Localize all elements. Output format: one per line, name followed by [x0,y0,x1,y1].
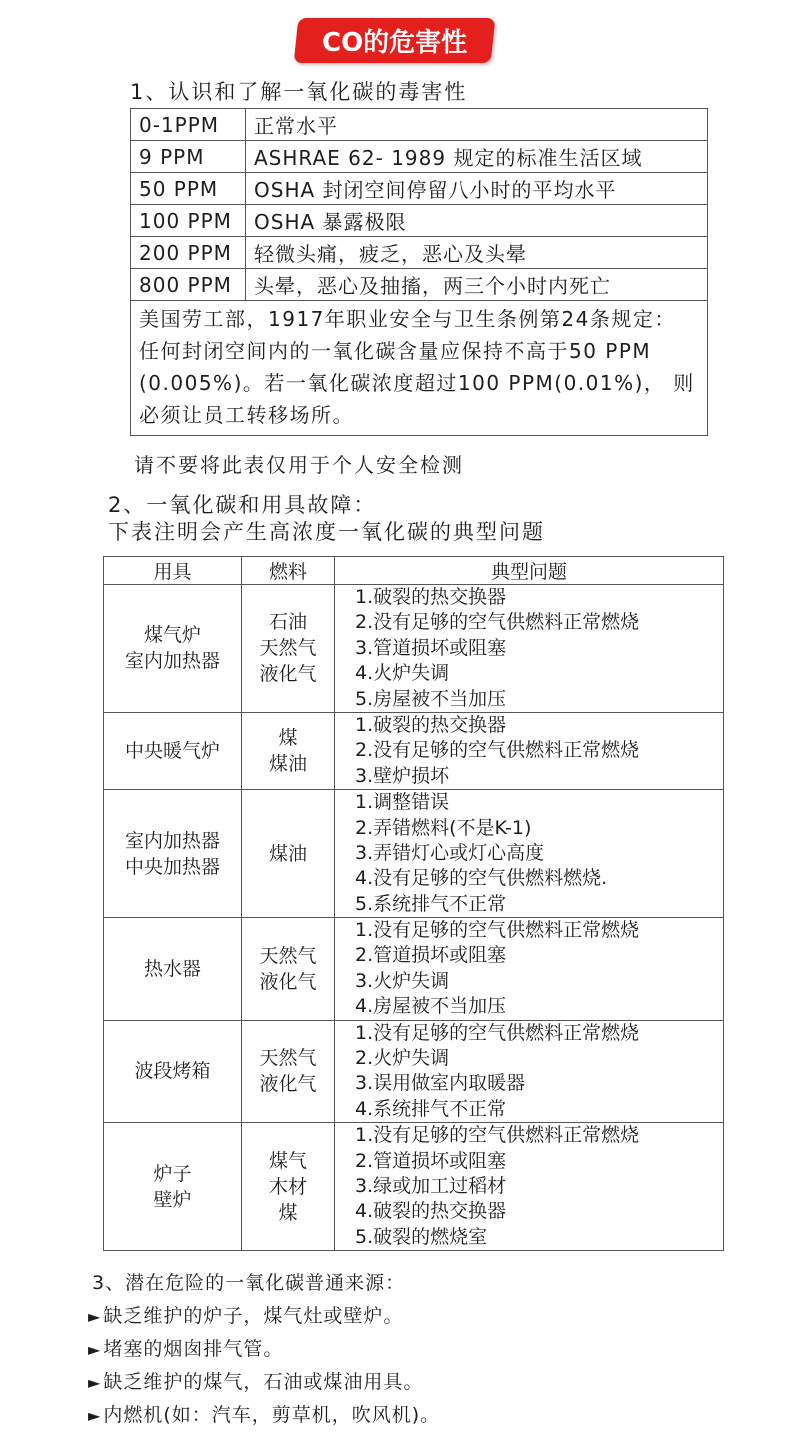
problem-item: 2.管道损坏或阻塞 [355,944,507,967]
problem-item: 3.壁炉损坏 [355,764,450,787]
section2-heading [108,492,545,546]
problem-item: 2.弄错燃料(不是K-1) [355,816,532,839]
table-row [131,141,708,173]
co-level-table-body [131,109,708,436]
co-level: 9 PPM [131,141,246,173]
problem-item: 1.破裂的热交换器 [355,586,507,608]
problems-cell [335,1123,724,1251]
fuel-name: 煤油 [268,753,307,776]
table-row [131,173,708,205]
co-level-table [130,108,708,436]
header-problems: 典型问题 [335,557,724,585]
section1-heading: 1、认识和了解一氧化碳的毒害性 [130,80,468,104]
problem-item: 1.调整错误 [355,791,450,814]
problem-item: 3.误用做室内取暖器 [355,1072,526,1095]
fuel-name: 天然气 [259,637,317,660]
arrow-bullet-icon: ► [88,1340,102,1359]
table-row [131,237,708,269]
list-item [88,1366,440,1399]
co-source-text: 堵塞的烟囱排气管。 [103,1338,284,1360]
problems-cell [335,918,724,1021]
header-fuel: 燃料 [242,557,335,585]
co-sources-section [88,1266,440,1432]
problem-item: 3.管道损坏或阻塞 [355,636,507,659]
table-row [104,918,724,1021]
section2-heading-line2: 下表注明会产生高浓度一氧化碳的典型问题 [108,520,545,544]
list-item [88,1399,440,1432]
co-level: 50 PPM [131,173,246,205]
problems-cell [335,1020,724,1123]
problem-item: 2.没有足够的空气供燃料正常燃烧 [355,739,640,762]
co-level-description: 轻微头痛，疲乏，恶心及头晕 [246,237,708,269]
title-container [0,18,790,63]
appliance-name: 中央加热器 [124,855,220,878]
appliance-name: 煤气炉 [143,624,201,647]
co-source-text: 缺乏维护的煤气，石油或煤油用具。 [103,1371,424,1393]
co-level: 100 PPM [131,205,246,237]
problem-item: 1.没有足够的空气供燃料正常燃烧 [355,1021,640,1044]
co-level-description: ASHRAE 62- 1989 规定的标准生活区域 [246,141,708,173]
appliance-name: 壁炉 [153,1188,192,1211]
list-item [88,1333,440,1366]
appliance-name: 室内加热器 [124,650,220,673]
appliance-name: 热水器 [143,957,201,980]
co-level: 800 PPM [131,269,246,301]
problem-item: 4.没有足够的空气供燃料燃烧. [355,867,608,890]
appliance-name: 炉子 [153,1162,192,1185]
appliance-cell [104,918,242,1021]
fuel-name: 天然气 [259,944,317,967]
co-level: 200 PPM [131,237,246,269]
co-level-description: OSHA 暴露极限 [246,205,708,237]
problem-item: 4.房屋被不当加压 [355,995,507,1018]
problem-item: 2.没有足够的空气供燃料正常燃烧 [355,611,640,634]
appliance-cell [104,712,242,789]
page-title: CO的危害性 [322,28,468,58]
fuel-cell [242,585,335,713]
problem-item: 3.绿或加工过稻材 [355,1174,507,1197]
co-source-text: 内燃机(如：汽车，剪草机，吹风机)。 [103,1404,441,1426]
problem-item: 1.没有足够的空气供燃料正常燃烧 [355,919,640,942]
co-source-text: 缺乏维护的炉子，煤气灶或壁炉。 [103,1305,404,1327]
table-row [104,1123,724,1251]
fuel-name: 煤 [278,727,298,750]
problem-item: 1.没有足够的空气供燃料正常燃烧 [355,1124,640,1147]
problem-item: 5.破裂的燃烧室 [355,1225,488,1248]
fuel-name: 石油 [268,611,307,634]
table-row [131,109,708,141]
section2-heading-line1: 2、一氧化碳和用具故障： [108,493,377,517]
table-header-row [104,557,724,585]
fuel-cell [242,1123,335,1251]
appliance-name: 波段烤箱 [134,1060,211,1083]
co-level-description: 正常水平 [246,109,708,141]
fuel-cell [242,712,335,789]
problem-item: 3.火炉失调 [355,969,450,992]
appliance-fault-table [103,556,724,1251]
problem-item: 2.火炉失调 [355,1047,450,1070]
page-title-badge [294,18,496,63]
safety-warning: 请不要将此表仅用于个人安全检测 [134,453,464,477]
arrow-bullet-icon: ► [88,1406,102,1425]
arrow-bullet-icon: ► [88,1373,102,1392]
header-appliance: 用具 [104,557,242,585]
problem-item: 4.系统排气不正常 [355,1097,507,1120]
problem-item: 1.破裂的热交换器 [355,713,507,736]
fuel-name: 煤气 [268,1149,307,1172]
problem-item: 3.弄错灯心或灯心高度 [355,841,545,864]
arrow-bullet-icon: ► [88,1307,102,1326]
appliance-cell [104,790,242,918]
fuel-name: 天然气 [259,1047,317,1070]
problems-cell [335,712,724,789]
fuel-name: 煤油 [268,842,307,865]
fuel-cell [242,790,335,918]
co-level-description: 头晕，恶心及抽搐，两三个小时内死亡 [246,269,708,301]
problem-item: 2.管道损坏或阻塞 [355,1149,507,1172]
co-sources-list [88,1300,440,1432]
table-row [131,269,708,301]
table-row [104,790,724,918]
appliance-name: 中央暖气炉 [124,740,220,763]
table-row [131,205,708,237]
appliance-fault-table-body [104,585,724,1251]
table-row [104,585,724,713]
fuel-name: 液化气 [259,663,317,686]
problem-item: 4.破裂的热交换器 [355,1200,507,1223]
fuel-cell [242,1020,335,1123]
appliance-cell [104,1123,242,1251]
problem-item: 4.火炉失调 [355,662,450,685]
appliance-cell [104,1020,242,1123]
regulation-note-row [131,301,708,436]
list-item [88,1300,440,1333]
fuel-name: 液化气 [259,970,317,993]
appliance-cell [104,585,242,713]
problems-cell [335,585,724,713]
co-level: 0-1PPM [131,109,246,141]
appliance-name: 室内加热器 [124,829,220,852]
problem-item: 5.系统排气不正常 [355,892,507,915]
regulation-note: 美国劳工部，1917年职业安全与卫生条例第24条规定： 任何封闭空间内的一氧化碳含量应保持不高于50 PPM (0.005%)。若一氧化碳浓度超过100 PPM(0.01%)， 则必须让员工转移场所。 [131,301,708,436]
fuel-name: 木材 [268,1175,307,1198]
fuel-name: 煤 [278,1201,298,1224]
co-level-description: OSHA 封闭空间停留八小时的平均水平 [246,173,708,205]
section3-heading: 3、潜在危险的一氧化碳普通来源： [92,1272,406,1294]
fuel-cell [242,918,335,1021]
table-row [104,712,724,789]
fuel-name: 液化气 [259,1073,317,1096]
problem-item: 5.房屋被不当加压 [355,687,507,710]
table-row [104,1020,724,1123]
problems-cell [335,790,724,918]
